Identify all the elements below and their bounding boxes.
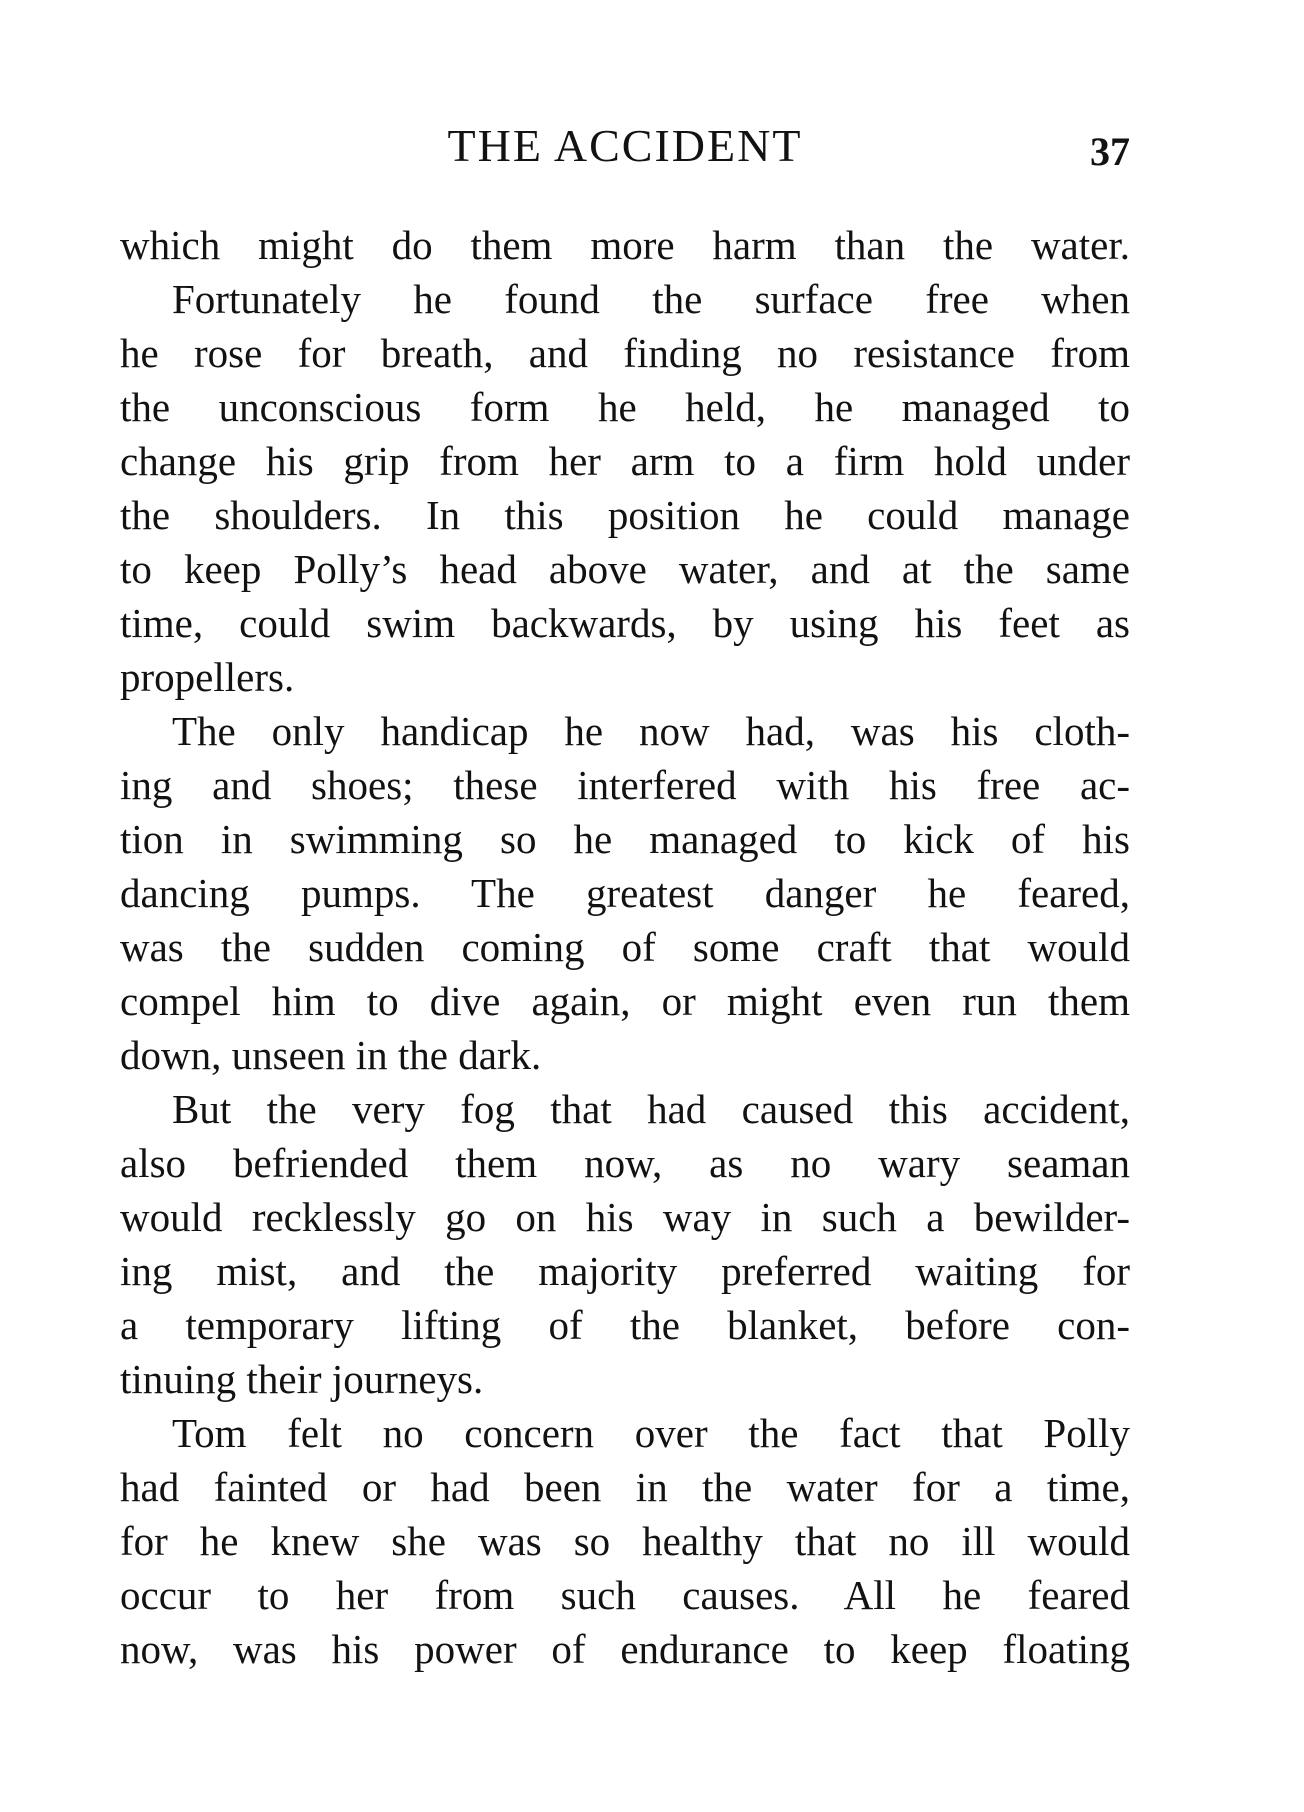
running-head [120,118,1130,188]
text-line: ing and shoes; these interfered with his free ac- [120,762,1130,808]
page-number: 37 [1090,129,1130,174]
body-text [120,218,1130,1676]
text-line: down, unseen in the dark. [120,1032,542,1078]
text-line: tion in swimming so he managed to kick of his [120,816,1130,862]
text-line: also befriended them now, as no wary seaman [120,1140,1130,1186]
chapter-title: THE ACCIDENT [447,120,803,171]
text-line: tinuing their journeys. [120,1356,484,1402]
text-line: dancing pumps. The greatest danger he feared, [120,870,1130,916]
text-line: Tom felt no concern over the fact that Polly [172,1410,1130,1456]
text-line: The only handicap he now had, was his cloth- [172,708,1130,754]
text-line: the unconscious form he held, he managed to [120,384,1130,430]
text-line: But the very fog that had caused this accident, [172,1086,1130,1132]
text-line: a temporary lifting of the blanket, before con- [120,1302,1130,1348]
text-line: Fortunately he found the surface free when [172,276,1130,322]
text-line: which might do them more harm than the water. [120,222,1130,268]
text-line: propellers. [120,654,295,700]
text-line: the shoulders. In this position he could manage [120,492,1130,538]
text-line: now, was his power of endurance to keep floating [120,1626,1130,1672]
text-line: he rose for breath, and finding no resistance from [120,330,1130,376]
text-line: was the sudden coming of some craft that would [120,924,1130,970]
text-line: for he knew she was so healthy that no ill would [120,1518,1130,1564]
text-line: had fainted or had been in the water for a time, [120,1464,1130,1510]
text-line: would recklessly go on his way in such a bewilder- [120,1194,1130,1240]
text-line: ing mist, and the majority preferred waiting for [120,1248,1130,1294]
text-line: time, could swim backwards, by using his feet as [120,600,1130,646]
text-line: occur to her from such causes. All he feared [120,1572,1130,1618]
text-line: change his grip from her arm to a firm hold under [120,438,1130,484]
text-line: compel him to dive again, or might even run them [120,978,1130,1024]
text-line: to keep Polly’s head above water, and at the same [120,546,1130,592]
